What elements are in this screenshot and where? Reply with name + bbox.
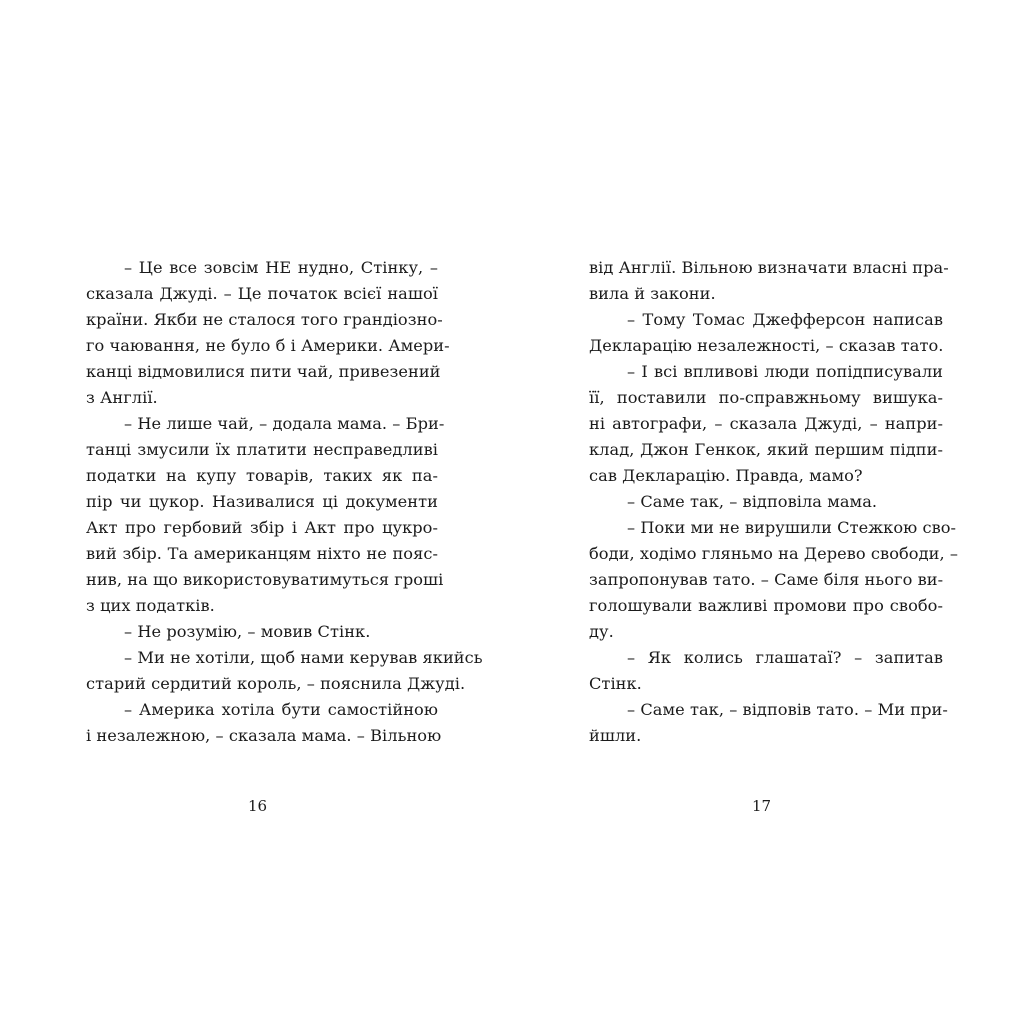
text-line: – І всі впливові люди попідписували	[627, 362, 943, 381]
text-line: боди, ходімо гляньмо на Дерево свободи, –	[589, 544, 958, 563]
page-number-left: 16	[248, 797, 268, 815]
text-line: клад, Джон Генкок, який першим підпи-	[589, 440, 943, 459]
text-line: голошували важливі промови про свобо-	[589, 596, 943, 615]
text-line: нив, на що використовуватимуться гроші	[86, 570, 444, 589]
text-line: – Не лише чай, – додала мама. – Бри-	[124, 414, 445, 433]
text-line: канці відмовилися пити чай, привезений	[86, 362, 441, 381]
text-line: її, поставили по-справжньому вишука-	[589, 388, 943, 407]
text-line: го чаювання, не було б і Америки. Амери-	[86, 336, 450, 355]
text-line: – Саме так, – відповів тато. – Ми при-	[627, 700, 948, 719]
text-line: ні автографи, – сказала Джуді, – напри-	[589, 414, 943, 433]
left-page-text	[86, 255, 483, 749]
text-line: сав Декларацію. Правда, мамо?	[589, 466, 863, 485]
text-line: – Поки ми не вирушили Стежкою сво-	[627, 518, 957, 537]
text-line: танці змусили їх платити несправедливі	[86, 440, 438, 459]
text-line: Декларацію незалежності, – сказав тато.	[589, 336, 944, 355]
text-line: Стінк.	[589, 674, 642, 693]
text-line: – Америка хотіла бути самостійною	[124, 700, 438, 719]
text-line: ду.	[589, 622, 614, 641]
text-line: податки на купу товарів, таких як па-	[86, 466, 438, 485]
text-line: з Англії.	[86, 388, 158, 407]
text-line: йшли.	[589, 726, 642, 745]
text-line: і незалежною, – сказала мама. – Вільною	[86, 726, 442, 745]
right-page-text	[589, 255, 958, 749]
text-line: запропонував тато. – Саме біля нього ви-	[589, 570, 944, 589]
text-line: старий сердитий король, – пояснила Джуді.	[86, 674, 466, 693]
text-line: – Ми не хотіли, щоб нами керував якийсь	[124, 648, 483, 667]
text-line: – Не розумію, – мовив Стінк.	[124, 622, 371, 641]
text-line: від Англії. Вільною визначати власні пра-	[589, 258, 949, 277]
text-line: вий збір. Та американцям ніхто не пояс-	[86, 544, 438, 563]
text-line: вила й закони.	[589, 284, 716, 303]
text-line: – Це все зовсім НЕ нудно, Стінку, –	[124, 258, 438, 277]
text-line: Акт про гербовий збір і Акт про цукро-	[86, 518, 438, 537]
text-line: пір чи цукор. Називалися ці документи	[86, 492, 438, 511]
text-line: сказала Джуді. – Це початок всієї нашої	[86, 284, 438, 303]
text-line: країни. Якби не сталося того грандіозно-	[86, 310, 443, 329]
text-line: – Як колись глашатаї? – запитав	[627, 648, 943, 667]
text-line: – Саме так, – відповіла мама.	[627, 492, 878, 511]
page-number-right: 17	[752, 797, 772, 815]
text-line: з цих податків.	[86, 596, 215, 615]
text-line: – Тому Томас Джефферсон написав	[627, 310, 943, 329]
